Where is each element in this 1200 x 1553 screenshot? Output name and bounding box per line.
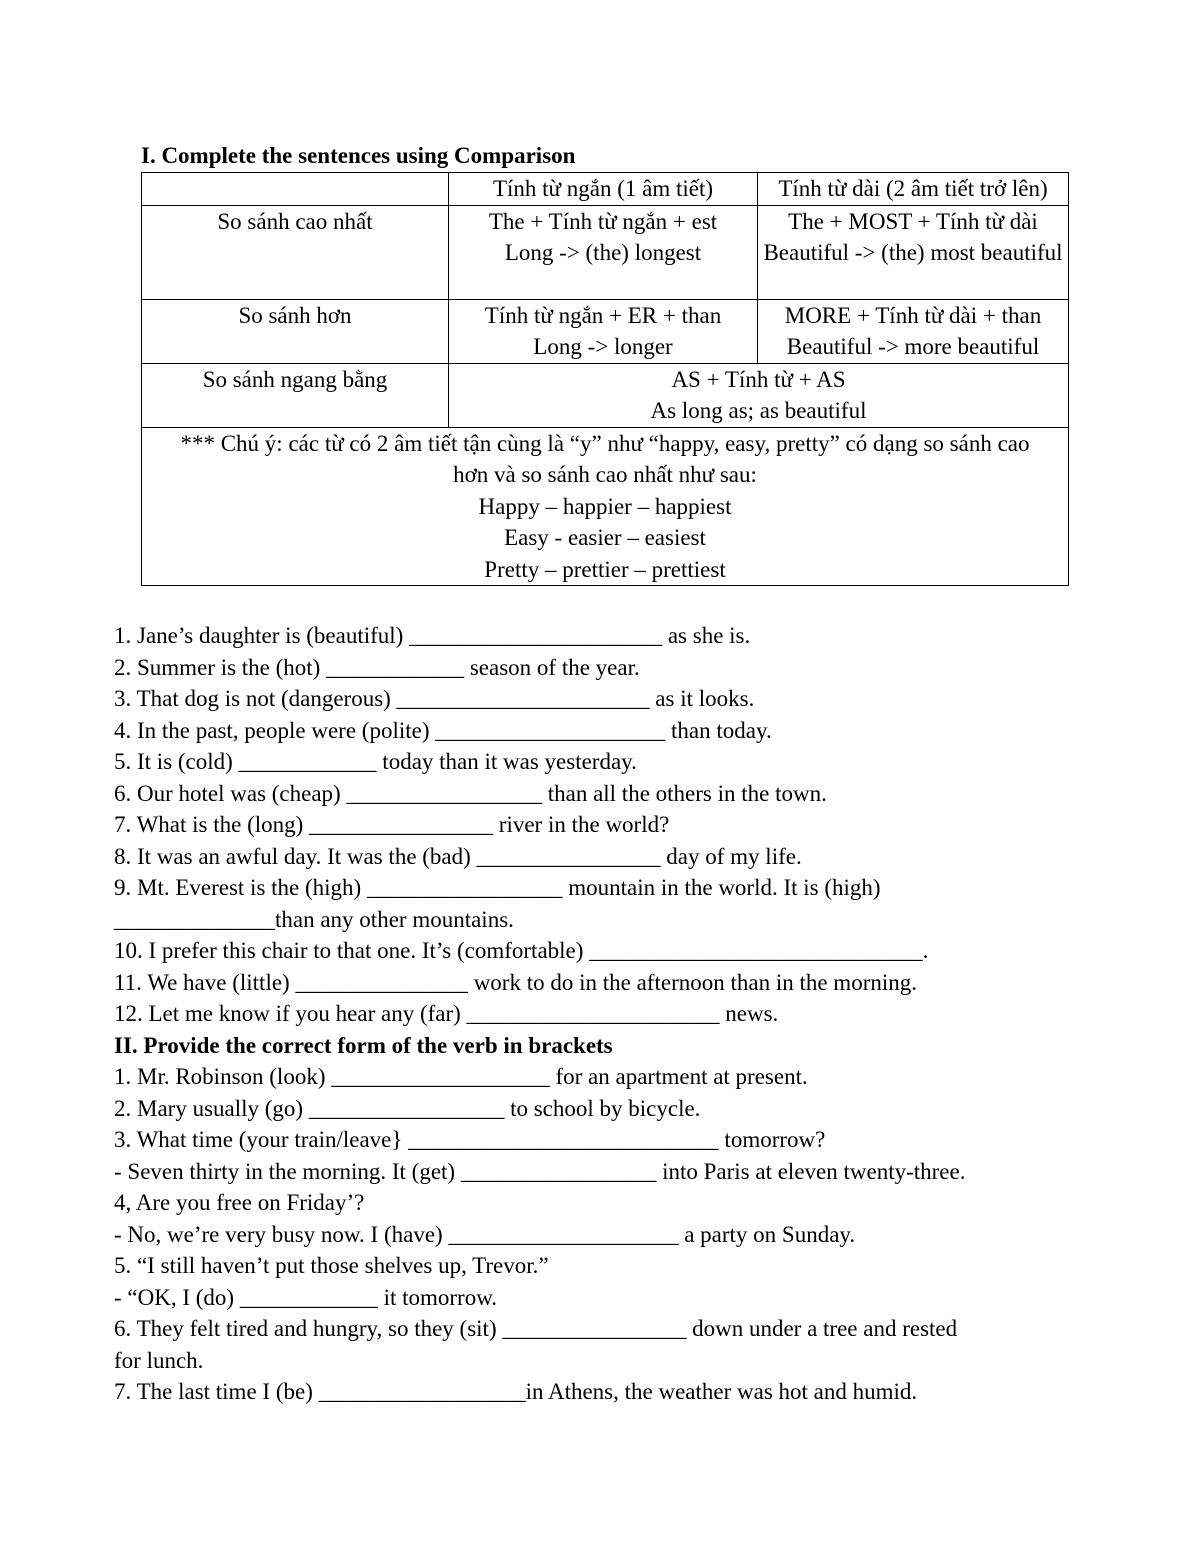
- note-text: *** Chú ý: các từ có 2 âm tiết tận cùng là “y” như “happy, easy, pretty” có dạng so sánh cao hơn và so sánh cao nhất như sau:: [180, 430, 1030, 487]
- exercise2-item: 6. They felt tired and hungry, so they (sit) ________________ down under a tree and rested: [114, 1316, 958, 1341]
- table-header-row: [142, 173, 1069, 206]
- superlative-long-rule: The + MOST + Tính từ dài: [788, 208, 1038, 234]
- exercise1-item: ______________than any other mountains.: [114, 906, 514, 932]
- comparative-short-cell: [449, 299, 758, 363]
- table-row-comparative: [142, 299, 1069, 363]
- exercise1-item: 10. I prefer this chair to that one. It’s (comfortable) _____________________________.: [114, 938, 929, 963]
- equal-cell: [449, 363, 1069, 427]
- note-example: Pretty – prettier – prettiest: [484, 556, 726, 582]
- exercise1-item: 6. Our hotel was (cheap) _________________ than all the others in the town.: [114, 780, 827, 806]
- exercise2-item: for lunch.: [114, 1347, 204, 1373]
- superlative-short-cell: [449, 205, 758, 299]
- equal-label: So sánh ngang bằng: [142, 363, 449, 427]
- exercise1-item: 7. What is the (long) ________________ river in the world?: [114, 812, 670, 837]
- header-short-adjective: Tính từ ngắn (1 âm tiết): [449, 173, 758, 206]
- superlative-short-example: Long -> (the) longest: [504, 240, 702, 265]
- table-row-superlative: [142, 205, 1069, 299]
- comparative-label: So sánh hơn: [142, 299, 449, 363]
- superlative-long-example: Beautiful -> (the) most beautiful: [763, 240, 1063, 265]
- exercise2-item: - No, we’re very busy now. I (have) ____________________ a party on Sunday.: [114, 1221, 856, 1247]
- table-row-equal: [142, 363, 1069, 427]
- comparative-short-rule: Tính từ ngắn + ER + than: [484, 302, 722, 328]
- exercise2-item: 1. Mr. Robinson (look) ___________________ for an apartment at present.: [114, 1064, 808, 1089]
- exercise1-item: 3. That dog is not (dangerous) ______________________ as it looks.: [114, 686, 755, 711]
- comparative-long-rule: MORE + Tính từ dài + than: [784, 302, 1042, 328]
- exercise1-item: 12. Let me know if you hear any (far) ______________________ news.: [114, 1001, 779, 1026]
- section2-title: II. Provide the correct form of the verb in brackets: [114, 1032, 613, 1058]
- exercise2-item: 3. What time (your train/leave} ___________________________ tomorrow?: [114, 1127, 826, 1152]
- exercise2-item: 2. Mary usually (go) _________________ to school by bicycle.: [114, 1095, 701, 1121]
- table-row-note: [142, 427, 1069, 586]
- exercise2-item: 4, Are you free on Friday’?: [114, 1190, 365, 1215]
- exercise1-item: 1. Jane’s daughter is (beautiful) ______________________ as she is.: [114, 623, 751, 648]
- superlative-label: So sánh cao nhất: [142, 205, 449, 299]
- equal-example: As long as; as beautiful: [650, 398, 867, 423]
- exercise1-item: 9. Mt. Everest is the (high) _________________ mountain in the world. It is (high): [114, 875, 881, 900]
- note-example: Easy - easier – easiest: [504, 525, 706, 550]
- note-example: Happy – happier – happiest: [478, 493, 732, 519]
- exercise2-item: 7. The last time I (be) __________________in Athens, the weather was hot and humid.: [114, 1379, 918, 1404]
- comparative-short-example: Long -> longer: [533, 334, 673, 359]
- comparative-long-cell: [758, 299, 1069, 363]
- exercise1-item: 4. In the past, people were (polite) ____________________ than today.: [114, 717, 772, 743]
- exercise1-item: 5. It is (cold) ____________ today than it was yesterday.: [114, 749, 637, 774]
- superlative-short-rule: The + Tính từ ngắn + est: [488, 208, 718, 234]
- superlative-long-cell: [758, 205, 1069, 299]
- exercise1-item: 2. Summer is the (hot) ____________ season of the year.: [114, 654, 640, 680]
- exercise2-item: - “OK, I (do) ____________ it tomorrow.: [114, 1284, 498, 1310]
- comparative-long-example: Beautiful -> more beautiful: [786, 334, 1040, 359]
- section1-title: I. Complete the sentences using Comparison: [141, 143, 576, 168]
- header-long-adjective: Tính từ dài (2 âm tiết trở lên): [758, 173, 1069, 206]
- exercise1-item: 8. It was an awful day. It was the (bad) ________________ day of my life.: [114, 843, 802, 869]
- note-cell: [142, 427, 1069, 586]
- comparison-table: [141, 172, 1069, 586]
- exercise2-item: - Seven thirty in the morning. It (get) _________________ into Paris at eleven twenty-three.: [114, 1158, 966, 1184]
- exercise1-item: 11. We have (little) _______________ work to do in the afternoon than in the morning.: [114, 969, 918, 995]
- header-empty-cell: [142, 173, 449, 206]
- exercise2-item: 5. “I still haven’t put those shelves up, Trevor.”: [114, 1253, 549, 1278]
- exercise-list: [114, 620, 1074, 1408]
- equal-rule: AS + Tính từ + AS: [671, 366, 846, 392]
